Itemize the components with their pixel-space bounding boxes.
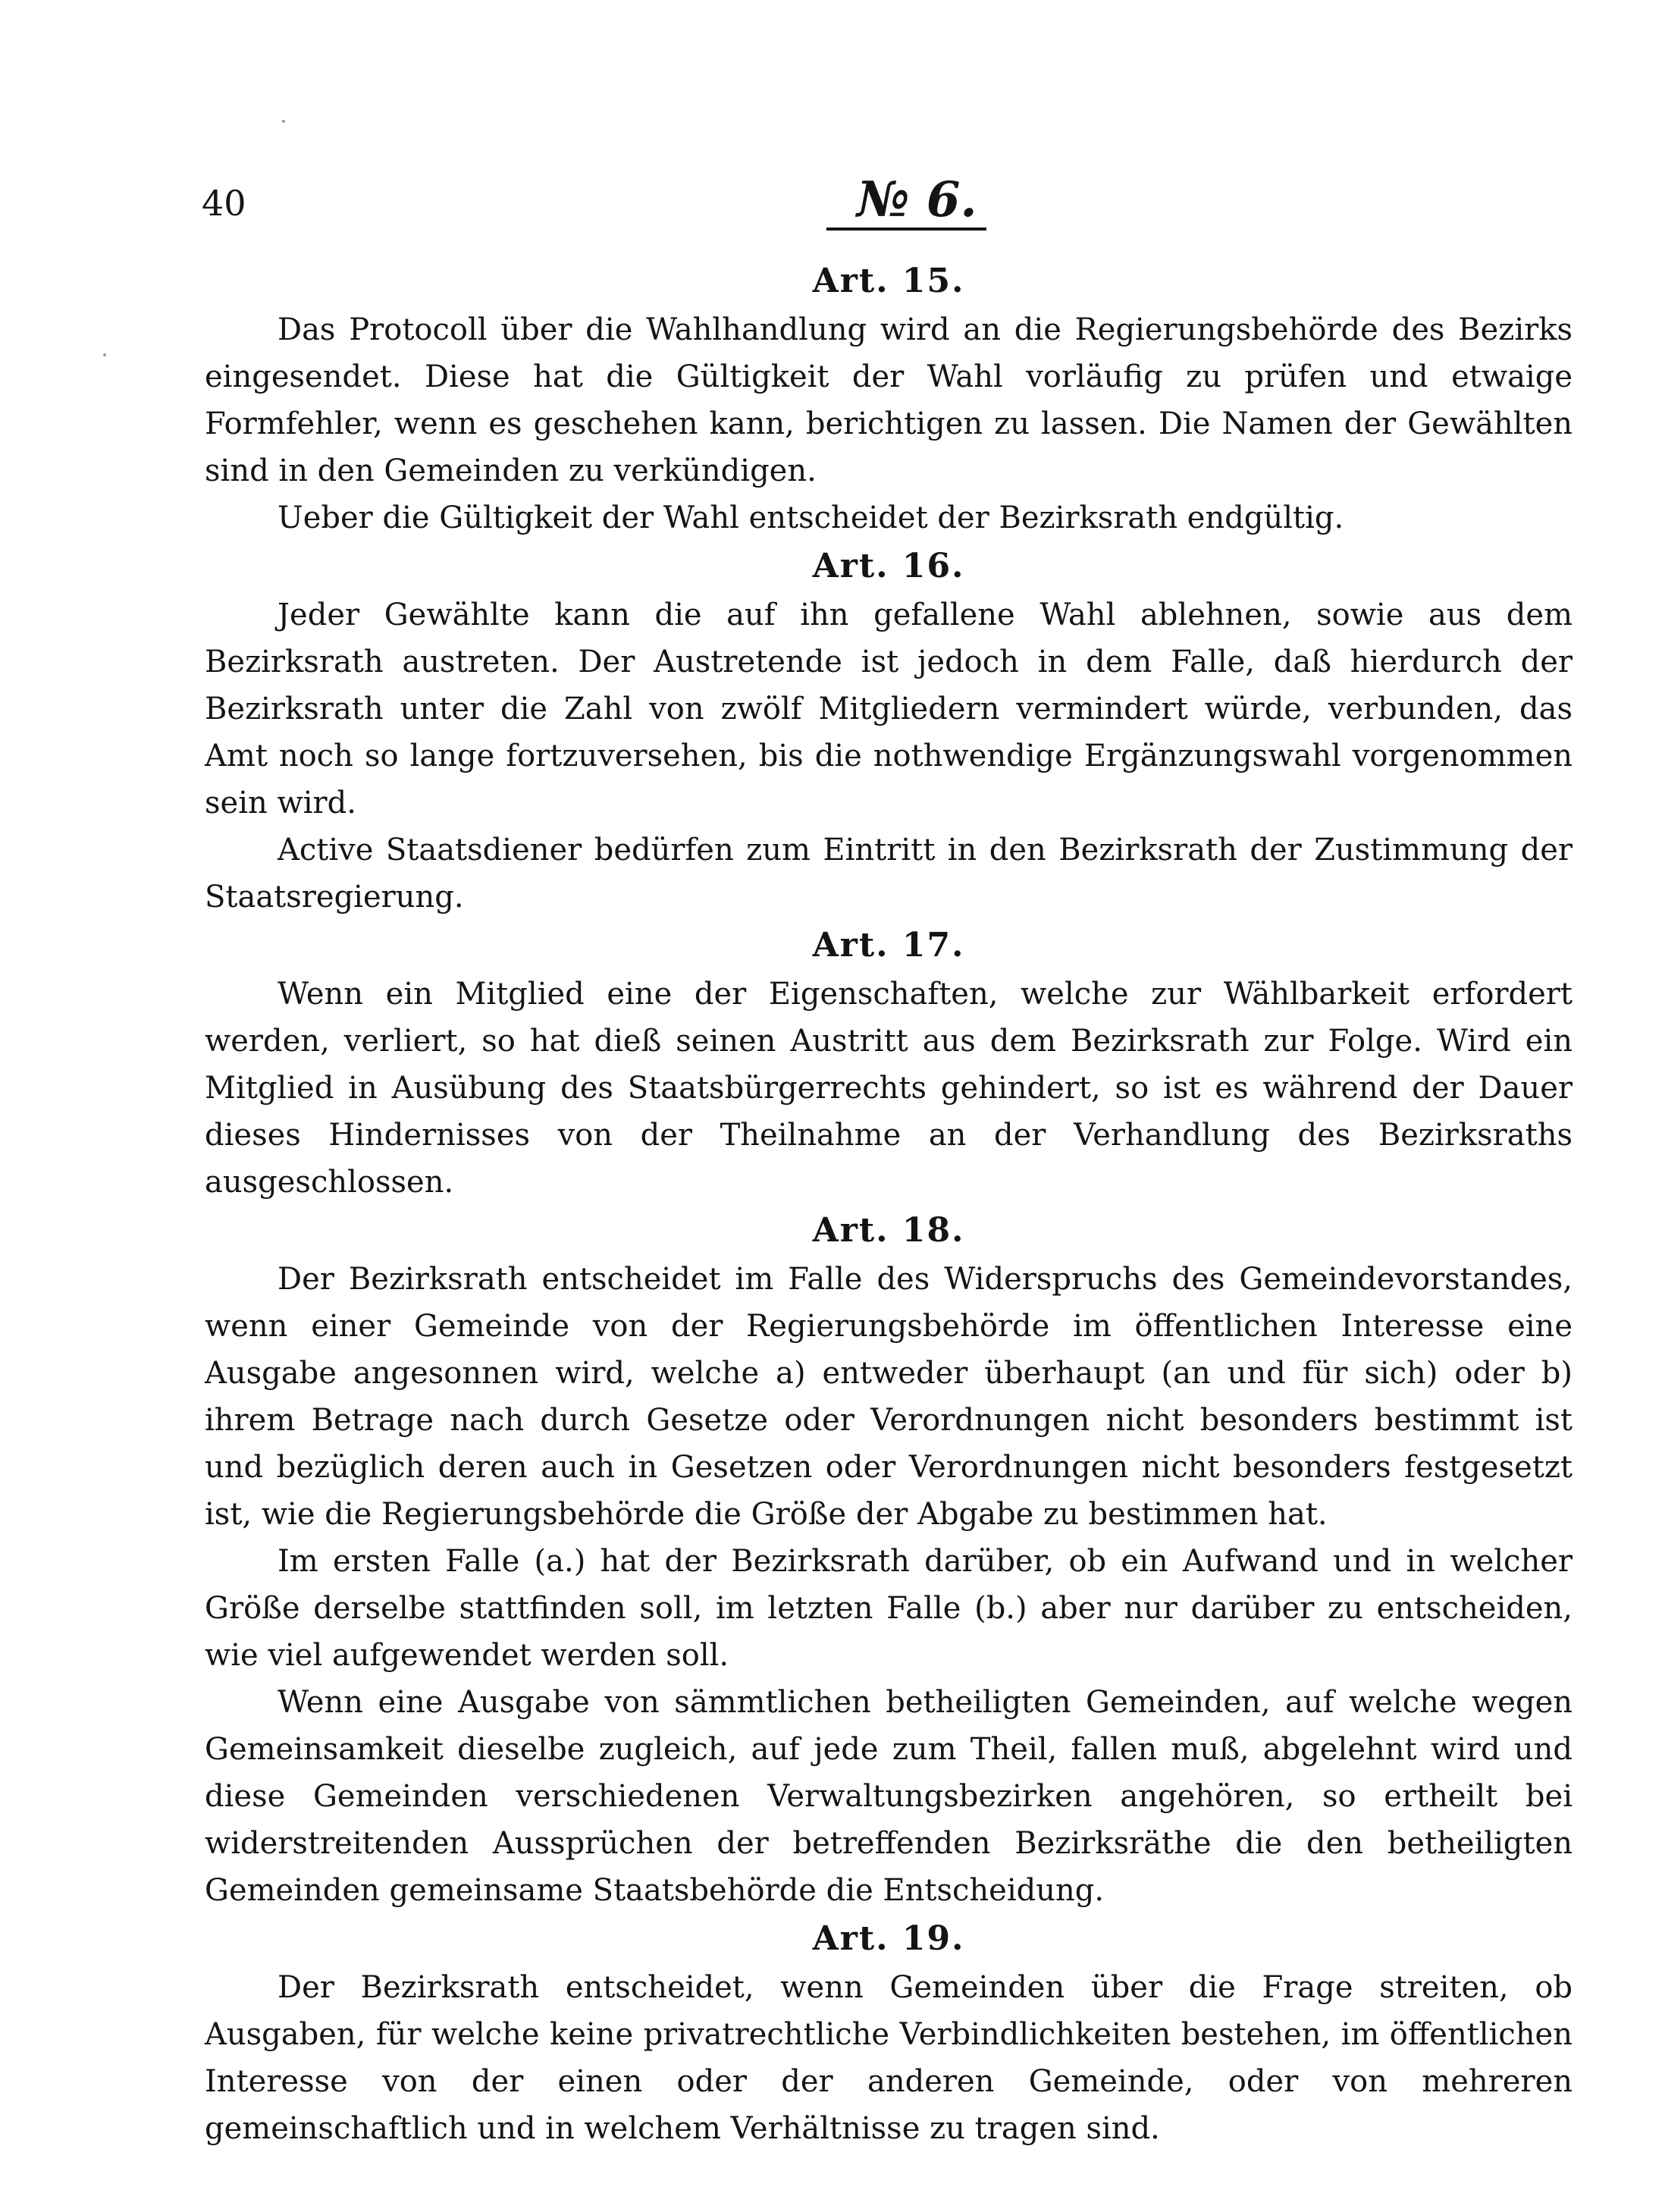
paragraph: Das Protocoll über die Wahlhandlung wird an die Regierungsbehörde des Bezirks eingesendet. Diese hat die Gültigkeit der Wahl vorläufig zu prüfen und etwaige Formfehler, wenn es geschehen kann, berichtigen zu lassen. Die Namen der Gewählten sind in den Gemeinden zu verkündigen. — [205, 312, 1572, 488]
body-text — [205, 256, 1572, 2152]
article-heading: Art. 16. — [812, 547, 965, 585]
article-15 — [205, 256, 1572, 541]
paragraph: Im ersten Falle (a.) hat der Bezirksrath darüber, ob ein Aufwand und in welcher Größe derselbe stattfinden soll, im letzten Falle (b.) aber nur darüber zu entscheiden, wie viel aufgewendet werden soll. — [205, 1544, 1572, 1673]
issue-number: № 6. — [826, 173, 986, 231]
article-heading: Art. 18. — [812, 1211, 965, 1250]
article-heading: Art. 19. — [812, 1919, 965, 1958]
article-heading: Art. 17. — [812, 926, 965, 965]
article-16 — [205, 541, 1572, 921]
paragraph: Jeder Gewählte kann die auf ihn gefallene Wahl ablehnen, sowie aus dem Bezirksrath austreten. Der Austretende ist jedoch in dem Falle, daß hierdurch der Bezirksrath unter die Zahl von zwölf Mitgliedern vermindert würde, verbunden, das Amt noch so lange fortzuversehen, bis die nothwendige Ergänzungswahl vorgenommen sein wird. — [205, 598, 1572, 820]
paragraph: Ueber die Gültigkeit der Wahl entscheidet der Bezirksrath endgültig. — [278, 500, 1344, 535]
paragraph: Der Bezirksrath entscheidet, wenn Gemeinden über die Frage streiten, ob Ausgaben, für welche keine privatrechtliche Verbindlichkeiten bestehen, im öffentlichen Interesse von der einen oder der anderen Gemeinde, oder von mehreren gemeinschaftlich und in welchem Verhältnisse zu tragen sind. — [205, 1970, 1572, 2146]
scan-speck — [103, 353, 106, 356]
article-heading: Art. 15. — [812, 262, 965, 300]
page-number: 40 — [202, 183, 246, 224]
scan-speck — [282, 120, 285, 123]
paragraph: Wenn eine Ausgabe von sämmtlichen betheiligten Gemeinden, auf welche wegen Gemeinsamkeit dieselbe zugleich, auf jede zum Theil, fallen muß, abgelehnt wird und diese Gemeinden verschiedenen Verwaltungsbezirken angehören, so ertheilt bei widerstreitenden Aussprüchen der betreffenden Bezirksräthe die den betheiligten Gemeinden gemeinsame Staatsbehörde die Entscheidung. — [205, 1685, 1572, 1908]
article-18 — [205, 1206, 1572, 1914]
paragraph: Active Staatsdiener bedürfen zum Eintritt in den Bezirksrath der Zustimmung der Staatsregierung. — [205, 833, 1572, 915]
paragraph: Der Bezirksrath entscheidet im Falle des Widerspruchs des Gemeindevorstandes, wenn einer Gemeinde von der Regierungsbehörde im öffentlichen Interesse eine Ausgabe angesonnen wird, welche a) entweder überhaupt (an und für sich) oder b) ihrem Betrage nach durch Gesetze oder Verordnungen nicht besonders bestimmt ist und bezüglich deren auch in Gesetzen oder Verordnungen nicht besonders festgesetzt ist, wie die Regierungsbehörde die Größe der Abgabe zu bestimmen hat. — [205, 1262, 1572, 1532]
article-17 — [205, 921, 1572, 1206]
paragraph: Wenn ein Mitglied eine der Eigenschaften, welche zur Wählbarkeit erfordert werden, verliert, so hat dieß seinen Austritt aus dem Bezirksrath zur Folge. Wird ein Mitglied in Ausübung des Staatsbürgerrechts gehindert, so ist es während der Dauer dieses Hindernisses von der Theilnahme an der Verhandlung des Bezirksraths ausgeschlossen. — [205, 977, 1572, 1200]
article-19 — [205, 1914, 1572, 2152]
